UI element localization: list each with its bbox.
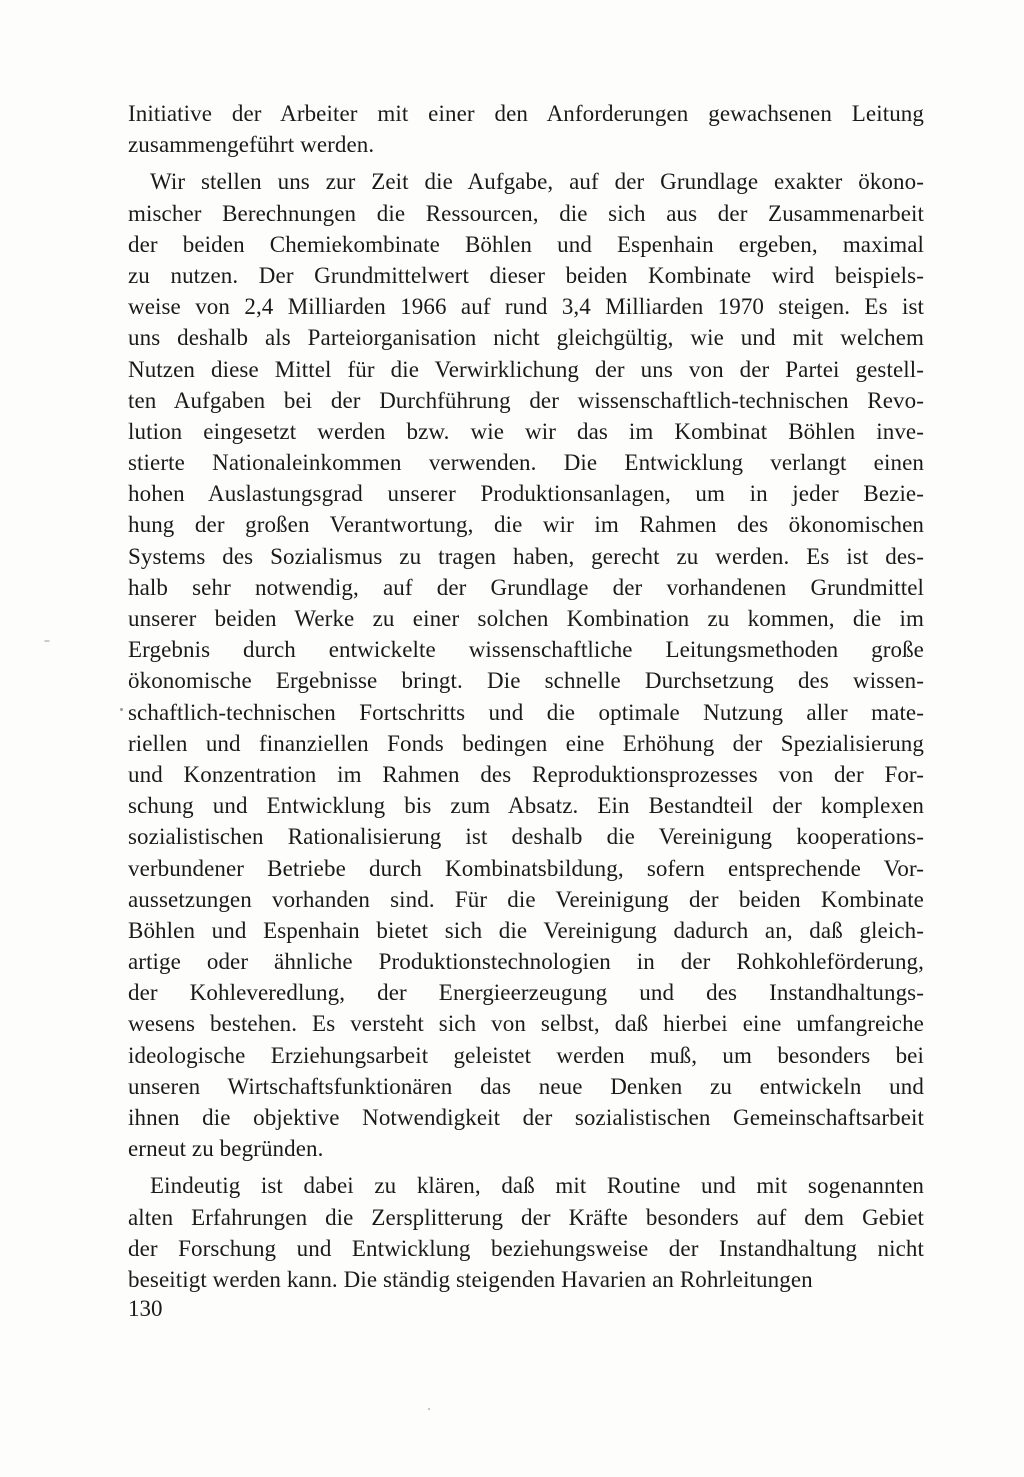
text-line: erneut zu begründen.: [128, 1136, 324, 1162]
text-line: der beiden Chemiekombinate Böhlen und Espenhain ergeben, maximal: [128, 231, 924, 257]
text-line: Wir stellen uns zur Zeit die Aufgabe, auf der Grundlage exakter ökono-: [150, 169, 924, 195]
text-line: sozialistischen Rationalisierung ist deshalb die Vereinigung kooperations-: [128, 824, 924, 850]
text-line: hohen Auslastungsgrad unserer Produktionsanlagen, um in jeder Bezie-: [128, 481, 924, 507]
text-line: der Kohleveredlung, der Energieerzeugung und des Instandhaltungs-: [128, 980, 924, 1006]
text-line: alten Erfahrungen die Zersplitterung der Kräfte besonders auf dem Gebiet: [128, 1204, 924, 1230]
text-line: und Konzentration im Rahmen des Reproduktionsprozesses von der For-: [128, 761, 924, 787]
text-line: aussetzungen vorhanden sind. Für die Vereinigung der beiden Kombinate: [128, 886, 924, 912]
text-line: halb sehr notwendig, auf der Grundlage der vorhandenen Grundmittel: [128, 574, 924, 600]
text-line: Ergebnis durch entwickelte wissenschaftliche Leitungsmethoden große: [128, 637, 924, 663]
text-line: uns deshalb als Parteiorganisation nicht gleichgültig, wie und mit welchem: [128, 325, 924, 351]
text-line: lution eingesetzt werden bzw. wie wir das im Kombinat Böhlen inve-: [128, 418, 924, 444]
paragraph: [128, 98, 924, 160]
paper-speck: [44, 640, 50, 642]
text-line: schaftlich-technischen Fortschritts und die optimale Nutzung aller mate-: [128, 699, 924, 725]
text-line: riellen und finanziellen Fonds bedingen eine Erhöhung der Spezialisierung: [128, 730, 924, 756]
paragraph: [128, 166, 924, 1164]
text-line: zusammengeführt werden.: [128, 132, 375, 158]
text-line: unseren Wirtschaftsfunktionären das neue Denken zu entwickeln und: [128, 1073, 924, 1099]
paper-speck: [120, 708, 123, 711]
paragraph: [128, 1170, 924, 1295]
text-line: ihnen die objektive Notwendigkeit der sozialistischen Gemeinschaftsarbeit: [128, 1105, 924, 1130]
text-line: ten Aufgaben bei der Durchführung der wissenschaftlich-technischen Revo-: [128, 387, 924, 413]
text-line: ökonomische Ergebnisse bringt. Die schnelle Durchsetzung des wissen-: [128, 668, 924, 694]
text-line: zu nutzen. Der Grundmittelwert dieser beiden Kombinate wird beispiels-: [128, 262, 924, 288]
text-line: weise von 2,4 Milliarden 1966 auf rund 3,4 Milliarden 1970 steigen. Es ist: [128, 294, 924, 320]
text-line: hung der großen Verantwortung, die wir im Rahmen des ökonomischen: [128, 512, 924, 538]
text-line: unserer beiden Werke zu einer solchen Kombination zu kommen, die im: [128, 606, 924, 631]
text-line: Systems des Sozialismus zu tragen haben, gerecht zu werden. Es ist des-: [128, 543, 924, 569]
text-line: schung und Entwicklung bis zum Absatz. Ein Bestandteil der komplexen: [128, 793, 924, 819]
body-text: [128, 98, 924, 1295]
text-line: Eindeutig ist dabei zu klären, daß mit Routine und mit sogenannten: [150, 1173, 924, 1199]
text-line: der Forschung und Entwicklung beziehungsweise der Instandhaltung nicht: [128, 1235, 924, 1261]
page-number: 130: [128, 1296, 163, 1321]
text-line: Nutzen diese Mittel für die Verwirklichung der uns von der Partei gestell-: [128, 356, 924, 382]
text-line: artige oder ähnliche Produktionstechnologien in der Rohkohleförderung,: [128, 949, 924, 975]
paper-speck: [428, 1408, 430, 1410]
text-line: mischer Berechnungen die Ressourcen, die sich aus der Zusammenarbeit: [128, 200, 924, 226]
text-line: Initiative der Arbeiter mit einer den Anforderungen gewachsenen Leitung: [128, 101, 924, 126]
text-line: stierte Nationaleinkommen verwenden. Die Entwicklung verlangt einen: [128, 450, 924, 476]
text-line: beseitigt werden kann. Die ständig steigenden Havarien an Rohrleitungen: [128, 1266, 813, 1292]
text-line: verbundener Betriebe durch Kombinatsbildung, sofern entsprechende Vor-: [128, 855, 924, 881]
text-line: wesens bestehen. Es versteht sich von selbst, daß hierbei eine umfangreiche: [128, 1011, 924, 1037]
text-line: ideologische Erziehungsarbeit geleistet werden muß, um besonders bei: [128, 1042, 924, 1068]
text-line: Böhlen und Espenhain bietet sich die Vereinigung dadurch an, daß gleich-: [128, 917, 924, 943]
